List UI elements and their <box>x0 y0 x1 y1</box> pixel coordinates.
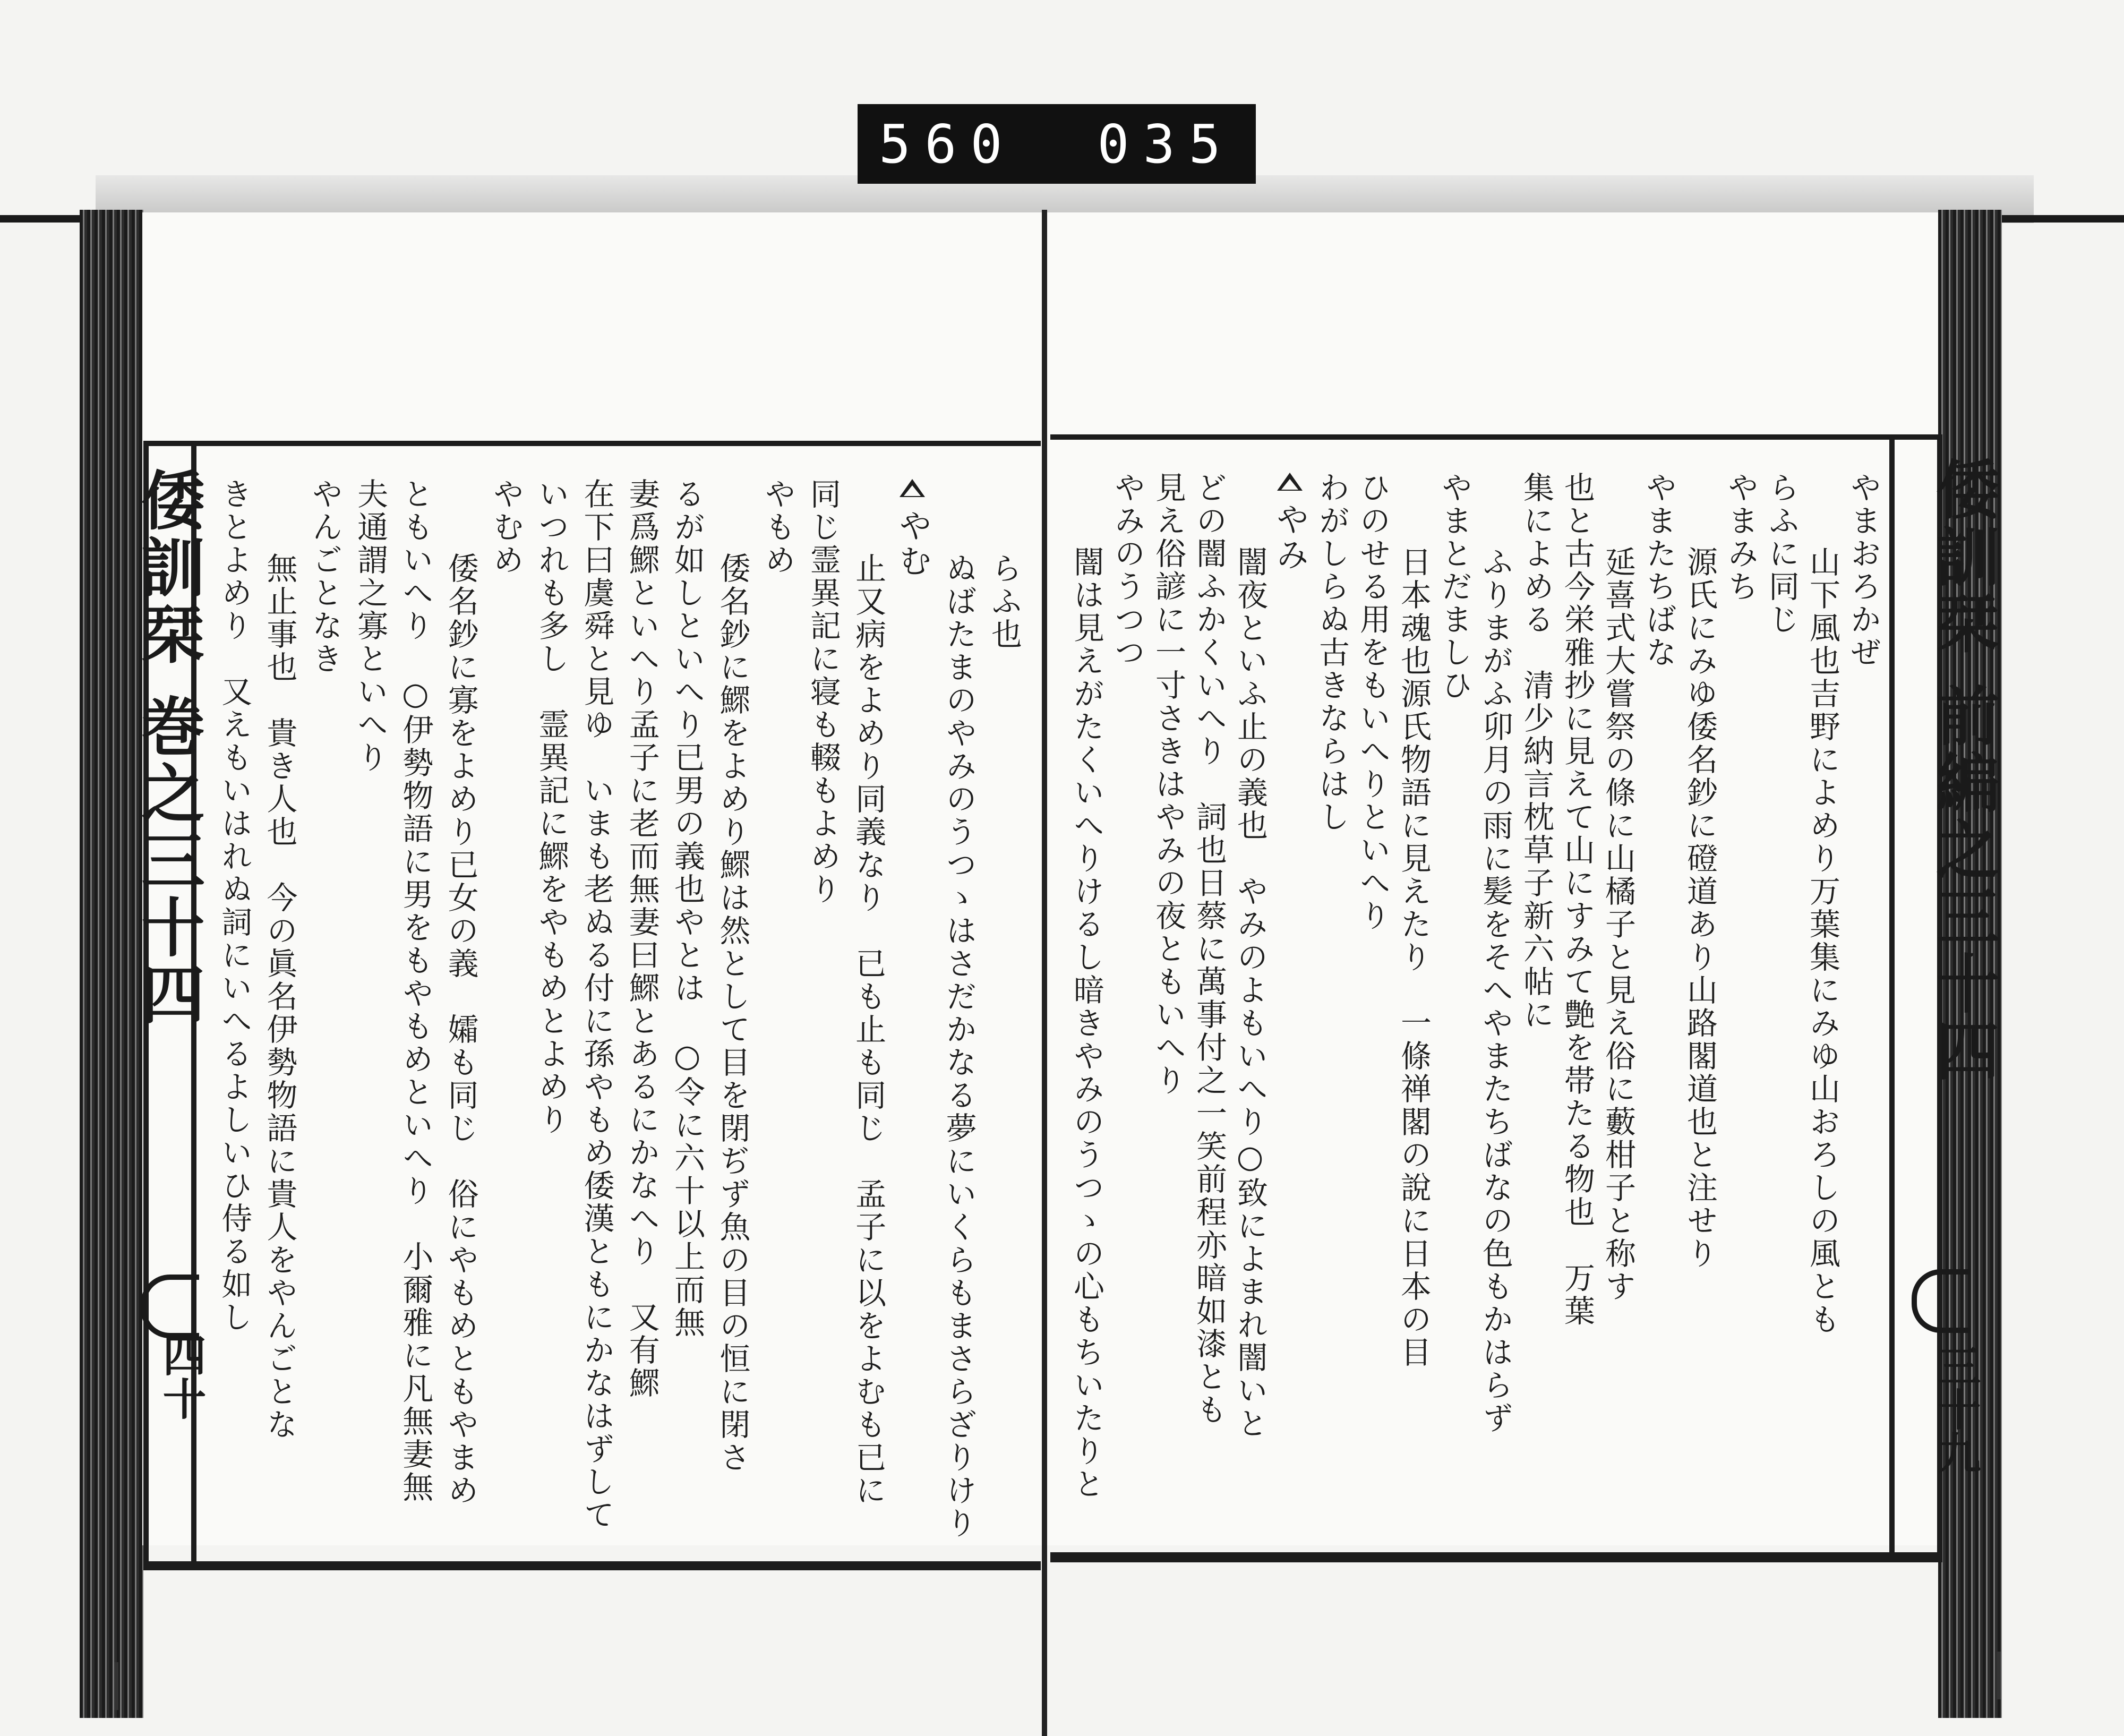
column-text: 山下風也吉野によめり万葉集にみゆ山おろしの風とも <box>1804 546 1840 1336</box>
left-page-text-column <box>521 478 570 1529</box>
left-page-text-column <box>567 478 615 1532</box>
left-page-text-column <box>974 478 1020 1529</box>
right-page-text-column <box>1797 472 1838 1520</box>
left-page-text-column <box>250 478 298 1529</box>
right-page-text-column <box>1592 472 1636 1520</box>
column-text: やまたちばな <box>1641 472 1677 669</box>
right-folio-number: 三十九 <box>1930 1344 1981 1474</box>
column-text: やまとだましひ <box>1436 472 1472 702</box>
left-folio-number: 四十 <box>156 1333 207 1420</box>
binding-thread-left <box>114 1662 118 1710</box>
column-text: やみのうつつ <box>1109 472 1145 669</box>
right-page-text-column <box>1306 472 1350 1520</box>
right-page-text-column <box>1838 472 1879 1520</box>
left-page-text-column <box>657 478 706 1529</box>
left-text-area <box>204 478 1022 1540</box>
left-margin-volume: 巻之三十四 <box>131 693 205 1028</box>
column-text: どの闇ふかくいへり 詞也日蔡に萬事付之一笑前程亦暗如漆とも <box>1191 472 1227 1426</box>
right-fishtail-mark <box>1912 1269 1970 1333</box>
left-page-text-column <box>431 478 479 1529</box>
film-label-right-number: 035 <box>1097 113 1235 175</box>
column-text: らふ也 <box>986 552 1022 651</box>
column-text: らふに同じ <box>1763 472 1800 636</box>
right-page-text-column <box>1184 472 1227 1520</box>
column-text: 日本魂也源氏物語に見えたり 一條禅閣の說に日本の目 <box>1395 546 1432 1369</box>
binding-thread-right <box>1997 1652 2001 1699</box>
left-page-text-column <box>838 478 887 1529</box>
column-text: やむ <box>893 509 932 579</box>
column-text: 闇は見えがたくいへりけるし暗きやみのうつゝの心もちいたりと <box>1068 546 1104 1501</box>
column-text: 倭名鈔に鰥をよめり鰥は然として目を閉ぢず魚の目の恒に閉さ <box>714 552 751 1474</box>
right-margin-title <box>1917 457 2008 1084</box>
left-page-text-column <box>340 478 389 1529</box>
column-text: 止又病をよめり同義なり 已も止も同じ 孟子に以をよむも已に <box>850 552 887 1507</box>
column-text: いつれも多し 霊異記に鰥をやもめとよめり <box>533 478 570 1136</box>
column-text: やまみち <box>1723 472 1759 603</box>
left-page-text-column <box>295 478 343 1529</box>
column-text: やみ <box>1271 502 1309 572</box>
film-label-left-number: 560 <box>879 113 1016 175</box>
right-page-text-column <box>1552 472 1595 1520</box>
right-page-text-column <box>1715 472 1759 1520</box>
column-text: 倭名鈔に寡をよめり已女の義 孀も同じ 俗にやもめともやまめ <box>442 552 479 1507</box>
left-fishtail-mark <box>141 1275 199 1338</box>
right-page-text-column <box>1265 472 1309 1520</box>
left-page-text-column <box>612 478 660 1529</box>
column-text: 無止事也 貴き人也 今の眞名伊勢物語に貴人をやんごとな <box>261 552 298 1441</box>
right-page-text-column <box>1511 472 1552 1520</box>
column-text: きとよめり 又えもいはれぬ詞にいへるよしいひ侍る如し <box>216 478 253 1334</box>
column-text: やまおろかぜ <box>1845 472 1881 669</box>
column-text: 集によめる 清少納言枕草子新六帖に <box>1518 472 1554 1031</box>
left-margin-title <box>122 467 213 1028</box>
right-page-text-column <box>1347 472 1391 1520</box>
column-text: 延喜式大嘗祭の條に山橘子と見え俗に藪柑子と称す <box>1600 546 1636 1303</box>
section-head-mark-icon <box>1274 472 1306 493</box>
column-text: 在下曰虞舜と見ゆ いまも老ぬる付に孫やもめ倭漢ともにかなはずして <box>578 478 615 1532</box>
right-page-text-column <box>1102 472 1143 1520</box>
right-text-area <box>1061 472 1879 1520</box>
left-page-text-column <box>929 478 977 1540</box>
left-margin-title-text: 倭訓栞 <box>131 467 205 668</box>
column-text: やんごとなき <box>306 478 343 675</box>
column-text: やむめ <box>487 478 524 577</box>
right-page-text-column <box>1143 472 1184 1520</box>
left-page-text-column <box>476 478 524 1529</box>
left-page-panel <box>143 441 1041 1567</box>
right-page-text-column <box>1674 472 1718 1520</box>
left-page-text-column <box>884 478 932 1529</box>
column-text: ぬばたまのやみのうつゝはさだかなる夢にいくらもまさらざりけり <box>940 552 977 1540</box>
left-page-text-column <box>386 478 434 1529</box>
column-text: 夫通謂之寡といへり <box>352 478 389 774</box>
right-page-text-column <box>1061 472 1102 1520</box>
column-text: ともいへり ○伊勢物語に男をもやもめといへり 小爾雅に凡無妻無 <box>397 478 434 1504</box>
right-bottom-rule <box>1050 1556 1942 1562</box>
right-page-panel <box>1050 434 1942 1558</box>
right-page-text-column <box>1633 472 1677 1520</box>
left-page-text-column <box>793 478 841 1529</box>
right-page-text-column <box>1388 472 1432 1520</box>
column-text: わがしらぬ古きならはし <box>1314 472 1350 834</box>
section-head-mark-icon <box>896 478 928 499</box>
column-text: 同じ霊異記に寝も輟もよめり <box>804 478 841 906</box>
column-text: 源氏にみゆ倭名鈔に磴道あり山路閣道也と注せり <box>1682 546 1718 1270</box>
column-text: 也と古今栄雅抄に見えて山にすみて艶を帯たる物也 万葉 <box>1559 472 1595 1328</box>
column-text: るが如しといへり已男の義也やとは ○令に六十以上而無 <box>669 478 706 1339</box>
book-gutter <box>1042 210 1047 1736</box>
left-bottom-rule <box>143 1564 1041 1570</box>
column-text: やもめ <box>759 478 796 577</box>
right-page-text-column <box>1756 472 1800 1520</box>
left-page-text-column <box>748 478 796 1529</box>
right-margin-volume: 前編之三十四 <box>1925 682 2000 1084</box>
right-page-text-column <box>1429 472 1470 1520</box>
column-text: 闇夜といふ止の義也 やみのよもいへり○致によまれ闇いと <box>1232 546 1268 1440</box>
column-text: ふりまがふ卯月の雨に髪をそへやまたちばなの色もかはらず <box>1477 546 1513 1435</box>
left-page-text-column <box>703 478 751 1529</box>
film-label-plate <box>858 104 1256 184</box>
right-margin-title-text: 倭訓栞 <box>1925 457 2000 657</box>
column-text: 妻爲鰥といへり孟子に老而無妻曰鰥とあるにかなへり 又有鰥 <box>623 478 660 1400</box>
column-text: ひのせる用をもいへりといへり <box>1355 472 1391 933</box>
column-text: 見え俗諺に一寸さきはやみの夜ともいへり <box>1150 472 1186 1097</box>
right-inner-rule <box>1889 440 1895 1552</box>
right-page-text-column <box>1470 472 1511 1520</box>
right-page-text-column <box>1224 472 1268 1520</box>
